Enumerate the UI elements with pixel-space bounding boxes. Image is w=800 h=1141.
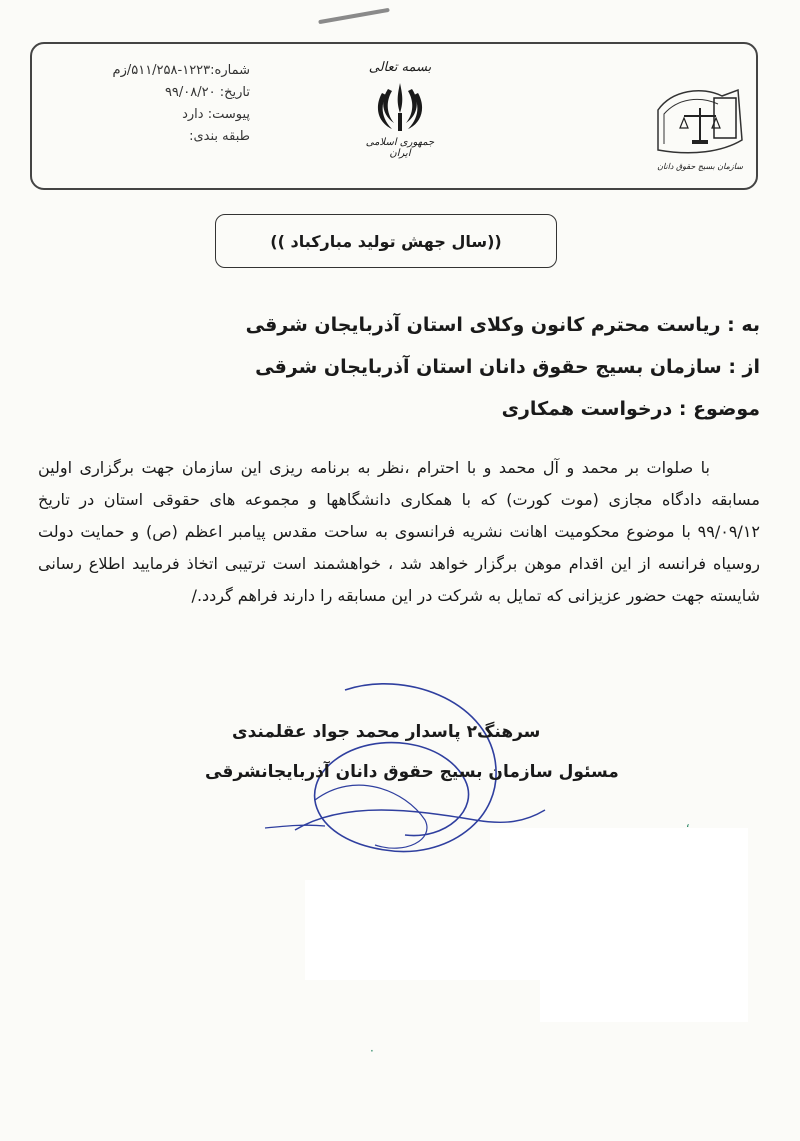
redacted-area-bottom (540, 978, 748, 1022)
bismillah-text: بسمه تعالی (368, 60, 432, 75)
letter-attachment: پیوست: دارد (182, 107, 250, 122)
letter-number: شماره:۱۲۲۳-۵۱۱/۲۵۸/زم (112, 63, 250, 78)
staple (318, 8, 390, 24)
redacted-area-middle (305, 880, 748, 980)
signatory-name: سرهنگ۲ پاسدار محمد جواد عقلمندی (232, 722, 541, 742)
letter-classification: طبقه بندی: (189, 129, 250, 144)
letter-meta (60, 60, 250, 148)
signatory-title: مسئول سازمان بسیج حقوق دانان آذربایجانشرقی (205, 762, 619, 782)
stamp-fragment: · (370, 1044, 374, 1058)
subject-line: موضوع : درخواست همکاری (501, 398, 760, 420)
body-paragraph: با صلوات بر محمد و آل محمد و با احترام ،نظر به برنامه ریزی این سازمان جهت برگزاری اولین مسابقه دادگاه مجازی (موت کورت) که با همکاری دانشگاهها و مجموعه های حقوقی استان در تاریخ ۹۹/۰۹/۱۲ با موضوع محکومیت اهانت نشریه فرانسوی به ساحت مقدس پیامبر اعظم (ص) و حمایت دولت روسیاه فرانسه از این اقدام موهن برگزار خواهد شد ، خواهشمند است ترتیبی اتخاذ فرمایید اطلاع رسانی شایسته جهت حضور عزیزانی که تمایل به شرکت در این مسابقه را دارند فراهم گردد./ (38, 458, 760, 605)
recipient-line: به : ریاست محترم کانون وکلای استان آذربایجان شرقی (245, 314, 760, 336)
letter-date: تاریخ: ۹۹/۰۸/۲۰ (164, 85, 250, 100)
emblem-icon (374, 79, 426, 135)
organization-logo-text: سازمان بسیج حقوق دانان (657, 162, 743, 171)
slogan-text: ((سال جهش تولید مبارکباد )) (270, 231, 502, 251)
organization-logo (652, 80, 748, 180)
scales-of-justice-icon (652, 80, 748, 162)
stamp-fragment: ‘ (686, 822, 690, 836)
sender-line: از : سازمان بسیج حقوق دانان استان آذربایجان شرقی (255, 356, 760, 378)
iran-emblem (355, 60, 445, 170)
republic-name: جمهوری اسلامی ایران (365, 137, 435, 159)
letter-body (38, 452, 760, 612)
slogan-box (215, 214, 557, 268)
